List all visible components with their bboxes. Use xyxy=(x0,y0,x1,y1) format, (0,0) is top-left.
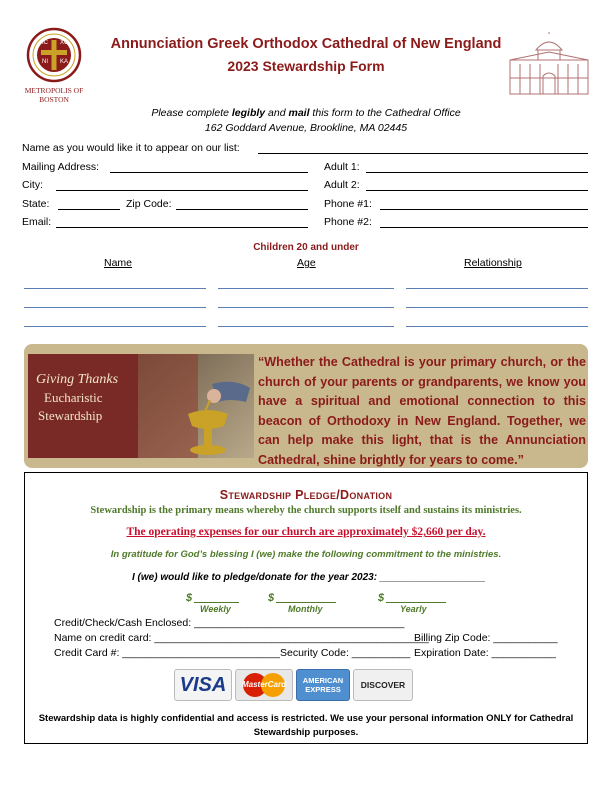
children-heading: Children 20 and under xyxy=(253,242,359,253)
cathedral-address: 162 Goddard Avenue, Brookline, MA 02445 xyxy=(204,122,408,134)
seal-text: METROPOLIS OF BOSTON xyxy=(24,86,84,104)
child-relationship-field[interactable] xyxy=(406,307,588,308)
adult2-label: Adult 2: xyxy=(324,179,360,191)
child-relationship-field[interactable] xyxy=(406,326,588,327)
enclosed-field[interactable]: Credit/Check/Cash Enclosed: ____________________________________ xyxy=(54,617,405,629)
operating-expenses: The operating expenses for our church are approximately $2,660 per day. xyxy=(126,526,486,538)
amex-text-2: EXPRESS xyxy=(305,685,341,694)
child-age-field[interactable] xyxy=(218,288,394,289)
name-label: Name as you would like it to appear on our list: xyxy=(22,142,240,154)
banner-giving-thanks: Giving Thanks xyxy=(36,372,119,387)
page-title: Annunciation Greek Orthodox Cathedral of New England xyxy=(110,36,502,52)
adult2-field[interactable] xyxy=(366,179,588,191)
weekly-currency: $ xyxy=(186,592,193,604)
email-label: Email: xyxy=(22,216,52,228)
seal-letter: IC xyxy=(42,40,48,46)
child-age-field[interactable] xyxy=(218,307,394,308)
child-name-field[interactable] xyxy=(24,288,206,289)
weekly-amount-field[interactable] xyxy=(194,592,239,603)
cathedral-drawing-icon xyxy=(506,32,592,98)
amex-logo-icon xyxy=(296,669,350,701)
pledge-heading: Stewardship Pledge/Donation xyxy=(219,488,393,502)
zip-label: Zip Code: xyxy=(126,198,172,210)
stewardship-statement: Stewardship is the primary means whereby the church supports itself and sustains its ministries. xyxy=(90,505,522,516)
zip-field[interactable] xyxy=(176,198,308,210)
monthly-label: Monthly xyxy=(288,604,323,614)
mastercard-text: MasterCard xyxy=(241,680,286,689)
adult1-field[interactable] xyxy=(366,161,588,173)
banner-eucharistic: Eucharistic xyxy=(44,390,103,405)
children-relationship-header: Relationship xyxy=(464,257,522,269)
seal-letter: KA xyxy=(60,59,69,65)
seal-letter: NI xyxy=(42,59,48,65)
privacy-notice: Stewardship data is highly confidential and access is restricted. We use your personal information ONLY for Cathedral Stewardship purposes. xyxy=(38,713,574,738)
phone1-field[interactable] xyxy=(380,198,588,210)
seal-letter: XC xyxy=(60,40,69,46)
yearly-currency: $ xyxy=(378,592,385,604)
children-age-header: Age xyxy=(297,257,316,269)
form-title: 2023 Stewardship Form xyxy=(227,58,385,74)
expiration-date-field[interactable]: Expiration Date: ___________ xyxy=(414,647,556,659)
child-name-field[interactable] xyxy=(24,307,206,308)
adult1-label: Adult 1: xyxy=(324,161,360,173)
discover-logo-icon: DISCOVER xyxy=(353,669,413,701)
chalice-photo-icon xyxy=(138,354,254,458)
child-relationship-field[interactable] xyxy=(406,288,588,289)
banner-stewardship: Stewardship xyxy=(38,408,103,423)
phone1-label: Phone #1: xyxy=(324,198,372,210)
yearly-label: Yearly xyxy=(400,604,427,614)
phone2-field[interactable] xyxy=(380,216,588,228)
yearly-amount-field[interactable] xyxy=(386,592,446,603)
city-label: City: xyxy=(22,179,43,191)
metropolis-seal-icon xyxy=(14,26,94,84)
instructions: Please complete legibly and mail this form to the Cathedral Office 162 Goddard Avenue, Brookline, MA 02445 xyxy=(0,106,612,136)
city-field[interactable] xyxy=(56,179,308,191)
name-field[interactable] xyxy=(258,142,588,154)
child-age-field[interactable] xyxy=(218,326,394,327)
state-label: State: xyxy=(22,198,50,210)
state-field[interactable] xyxy=(58,198,120,210)
children-name-header: Name xyxy=(104,257,133,269)
amex-text-1: AMERICAN xyxy=(302,676,344,685)
visa-logo-icon: VISA xyxy=(174,669,232,701)
email-field[interactable] xyxy=(56,216,308,228)
monthly-amount-field[interactable] xyxy=(276,592,336,603)
mailing-address-label: Mailing Address: xyxy=(22,161,100,173)
pledge-year-field[interactable]: I (we) would like to pledge/donate for the year 2023: ___________________ xyxy=(132,572,486,583)
banner-quote: “Whether the Cathedral is your primary church, or the church of your parents or grandparents, we know you have a spiritual and emotional connection to this beacon of Orthodoxy in New England. Together, we can help make this light, that is the Annunciation Cathedral, shine brightly for years to come.” xyxy=(258,355,586,467)
mastercard-logo-icon xyxy=(235,669,293,701)
card-name-field[interactable]: Name on credit card: _______________________________________________ xyxy=(54,632,429,644)
security-code-field[interactable]: Security Code: __________ xyxy=(280,647,411,659)
card-number-field[interactable]: Credit Card #: ___________________________ xyxy=(54,647,280,659)
phone2-label: Phone #2: xyxy=(324,216,372,228)
billing-zip-field[interactable]: Billing Zip Code: ___________ xyxy=(414,632,558,644)
child-name-field[interactable] xyxy=(24,326,206,327)
gratitude-statement: In gratitude for God’s blessing I (we) make the following commitment to the ministries. xyxy=(110,549,502,560)
monthly-currency: $ xyxy=(268,592,275,604)
mailing-address-field[interactable] xyxy=(110,161,308,173)
weekly-label: Weekly xyxy=(200,604,231,614)
